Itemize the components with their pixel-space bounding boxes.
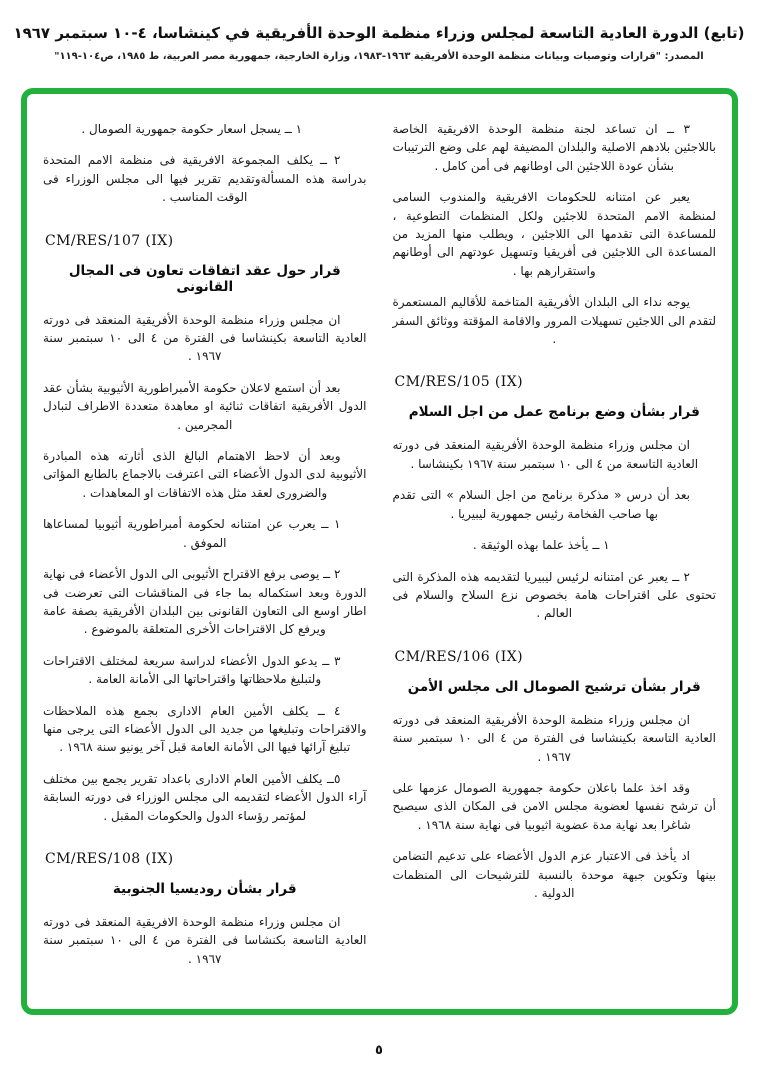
paragraph: ان مجلس وزراء منظمة الوحدة الأفريقية المنعقد فى دورته العادية التاسعة من ٤ الى ١٠ سبتمبر سنة ١٩٦٧ بكينشاسا . [392, 438, 699, 471]
paragraph: وبعد أن لاحظ الاهتمام البالغ الذى أثارته هذه المبادرة الأثيوبية لدى الدول الأعضاء التى اعترفت بالاجماع بالطابع المؤاتى والضرورى لعقد مثل هذه الاتفاقات او المعاهدات . [43, 449, 367, 500]
resolution-code: CM/RES/106 (IX) [394, 648, 523, 665]
paragraph: يوجه نداء الى البلدان الأفريقية المتاخمة للأقاليم المستعمرة لتقدم الى اللاجئين تسهيلات المرور والاقامة المؤقتة ووثائق السفر . [392, 295, 716, 347]
paragraph: ٣ ــ ان تساعد لجنة منظمة الوحدة الافريقية الخاصة باللاجئين بلادهم الاصلية والبلدان المضيفة لهم على وضع الترتيبات بشأن عودة اللاجئين الى اوطانهم فى أمن كامل . [392, 122, 716, 173]
resolution-code: CM/RES/108 (IX) [45, 850, 174, 867]
paragraph: بعد أن درس « مذكرة برنامج من اجل السلام » التى تقدم بها صاحب الفخامة رئيس جمهورية ليبيريا . [392, 488, 690, 521]
paragraph: يعبر عن امتنانه للحكومات الافريقية والمندوب السامى لمنظمة الامم المتحدة للاجئين ولكل المنظمات التطوعية ، للمساعدة التى تقدمها الى اللاجئين ، ويطلب منها المزيد من المساعدة الى اللاجئين فى أفريقيا وتسهيل عودتهم الى أوطانهم واستقرارهم بها . [392, 190, 716, 278]
paragraph: ١ ــ يعرب عن امتنانه لحكومة أمبراطورية أثيوبيا لمساعاها الموفق . [43, 517, 341, 550]
resolution-code: CM/RES/107 (IX) [45, 232, 174, 249]
session-title: (تابع) الدورة العادية التاسعة لمجلس وزراء منظمة الوحدة الأفريقية في كينشاسا، ٤-١٠ سبتمبر ١٩٦٧ [13, 24, 745, 42]
paragraph: ٢ ــ يكلف المجموعة الافريقية فى منظمة الامم المتحدة بدراسة هذه المسألةوتقديم تقرير فيها الى مجلس الوزراء فى الوقت المناسب . [43, 153, 367, 205]
paragraph: اد يأخذ فى الاعتبار عزم الدول الأعضاء على تدعيم التضامن بينها وتكوين جبهة موحدة بالنسبة للترشيحات الى المنظمات الدولية . [392, 849, 716, 900]
document-frame [21, 88, 738, 1015]
page-header [0, 24, 758, 62]
paragraph: بعد أن استمع لاعلان حكومة الأمبراطورية الأثيوبية بشأن عقد الدول الأفريقية اتفاقات ثنائية او معاهدة متعددة الاطراف لتبادل المجرمين . [43, 380, 367, 432]
paragraph: ١ ــ يأخذ علما بهذه الوثيقة . [472, 538, 610, 553]
column-left [43, 120, 367, 1001]
text-columns [43, 120, 716, 1001]
paragraph: ٢ ــ يوصى برفع الاقتراح الأثيوبى الى الدول الأعضاء فى نهاية الدورة وبعد استكماله بما جاء فى المناقشات التى تعرضت فى اطار اوسع الى التعاون القانونى بين البلدان الأفريقية بصفة عامة ويرفع كل الاقتراحات الأخرى المتعلقة بالموضوع . [43, 567, 367, 637]
column-right [393, 120, 717, 1001]
paragraph: ١ ــ يسجل اسعار حكومة جمهورية الصومال . [81, 122, 303, 136]
resolution-title: قرار بشأن ترشيح الصومال الى مجلس الأمن [407, 678, 701, 695]
paragraph: ٤ ــ يكلف الأمين العام الادارى بجمع هذه الملاحظات والاقتراحات وتبليغها من جديد الى الدول الأعضاء التى يرجى منها تبليغ آرائها فيها الى الأمانة العامة قبل آخر يونيو سنة ١٩٦٨ . [43, 703, 367, 755]
paragraph: ٢ ــ يعبر عن امتنانه لرئيس ليبيريا لتقديمه هذه المذكرة التى تحتوى على اقتراحات هامة بخصوص نزع السلاح والسلام فى العالم . [392, 569, 716, 621]
paragraph: ٣ ــ يدعو الدول الأعضاء لدراسة سريعة لمختلف الاقتراحات ولتبليغ ملاحظاتها واقتراحاتها الى الأمانة العامة . [43, 653, 341, 687]
resolution-code: CM/RES/105 (IX) [394, 374, 523, 391]
paragraph: ان مجلس وزراء منظمة الوحدة الافريقية المنعقد فى دورته العادية التاسعة بكنشاسا فى الفترة من ٤ الى ١٠ سبتمبر سنة ١٩٦٧ . [43, 914, 367, 966]
resolution-title: قرار حول عقد اتفاقات تعاون فى المجال القانونى [68, 262, 341, 295]
resolution-title: قرار بشأن وضع برنامج عمل من اجل السلام [408, 404, 700, 421]
paragraph: ان مجلس وزراء منظمة الوحدة الأفريقية المنعقد فى دورته العادية التاسعة بكينشاسا فى الفترة من ٤ الى ١٠ سبتمبر سنة ١٩٦٧ . [392, 712, 716, 764]
resolution-title: قرار بشأن روديسيا الجنوبية [112, 880, 297, 897]
page-number: ٥ [375, 1043, 383, 1058]
source-citation: المصدر: "قرارات وتوصيات وبيانات منظمة الوحدة الأفريقية ١٩٦٣-١٩٨٣، وزارة الخارجية، جمهورية مصر العربية، ط ١٩٨٥، ص١٠٤-١١٩" [54, 51, 704, 62]
paragraph: ٥ــ يكلف الأمين العام الادارى باعداد تقرير يجمع بين مختلف آراء الدول الأعضاء لتقديمه الى مجلس الوزراء فى دورته السابقة لمؤتمر رؤساء الدول والحكومات المقبل . [43, 771, 367, 823]
paragraph: ان مجلس وزراء منظمة الوحدة الأفريقية المنعقد فى دورته العادية التاسعة بكينشاسا فى الفترة من ٤ الى ١٠ سبتمبر سنة ١٩٦٧ . [43, 312, 367, 364]
paragraph: وقد اخذ علما باعلان حكومة جمهورية الصومال عزمها على أن ترشح نفسها لعضوية مجلس الامن فى المكان الذى سيصبح شاغرا بعد نهاية مدة عضوية اثيوبيا فى نهاية سنة ١٩٦٨ . [392, 780, 716, 832]
